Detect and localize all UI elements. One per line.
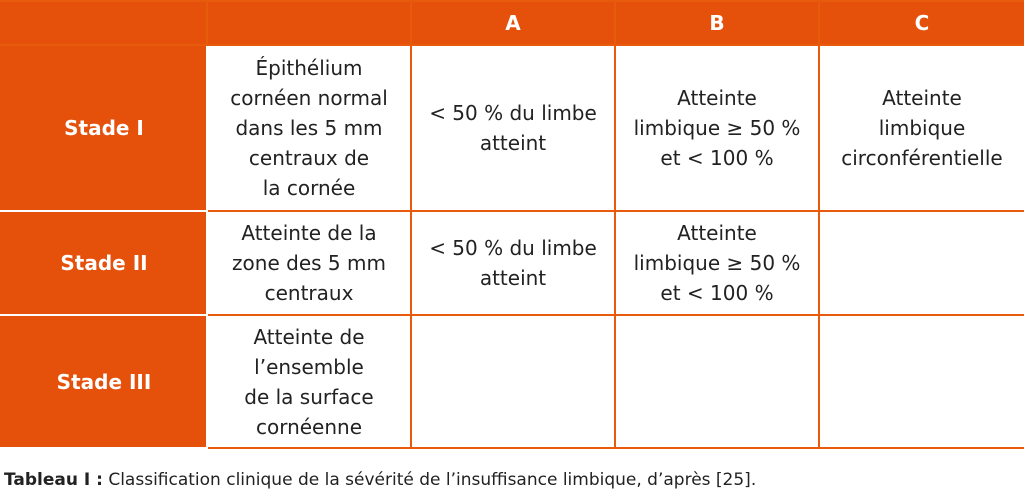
table-cell (615, 315, 819, 448)
header-col-b: B (615, 1, 819, 45)
table-cell (411, 315, 615, 448)
table-cell: Atteinte limbique circonférentielle (819, 45, 1024, 211)
header-col-a: A (411, 1, 615, 45)
row-label-stade-1: Stade I (1, 45, 207, 211)
table-caption (4, 470, 756, 490)
table-cell: Atteinte limbique ≥ 50 % et < 100 % (615, 211, 819, 315)
row-label-stade-3: Stade III (1, 315, 207, 448)
table-cell: Atteinte limbique ≥ 50 % et < 100 % (615, 45, 819, 211)
table-cell: Épithélium cornéen normal dans les 5 mm centraux de la cornée (207, 45, 411, 211)
table-cell: Atteinte de l’ensemble de la surface cornéenne (207, 315, 411, 448)
caption-label: Tableau I : (4, 470, 103, 490)
table-cell: < 50 % du limbe atteint (411, 211, 615, 315)
row-label-stade-2: Stade II (1, 211, 207, 315)
header-col-c: C (819, 1, 1024, 45)
header-row (1, 1, 1024, 45)
table-cell: Atteinte de la zone des 5 mm centraux (207, 211, 411, 315)
table-row (1, 315, 1024, 448)
table-row (1, 45, 1024, 211)
table-cell: < 50 % du limbe atteint (411, 45, 615, 211)
table-cell (819, 315, 1024, 448)
table-cell (819, 211, 1024, 315)
header-empty-col (207, 1, 411, 45)
caption-text: Classification clinique de la sévérité de l’insuffisance limbique, d’après [25]. (102, 470, 757, 490)
header-corner (1, 1, 207, 45)
table-row (1, 211, 1024, 315)
